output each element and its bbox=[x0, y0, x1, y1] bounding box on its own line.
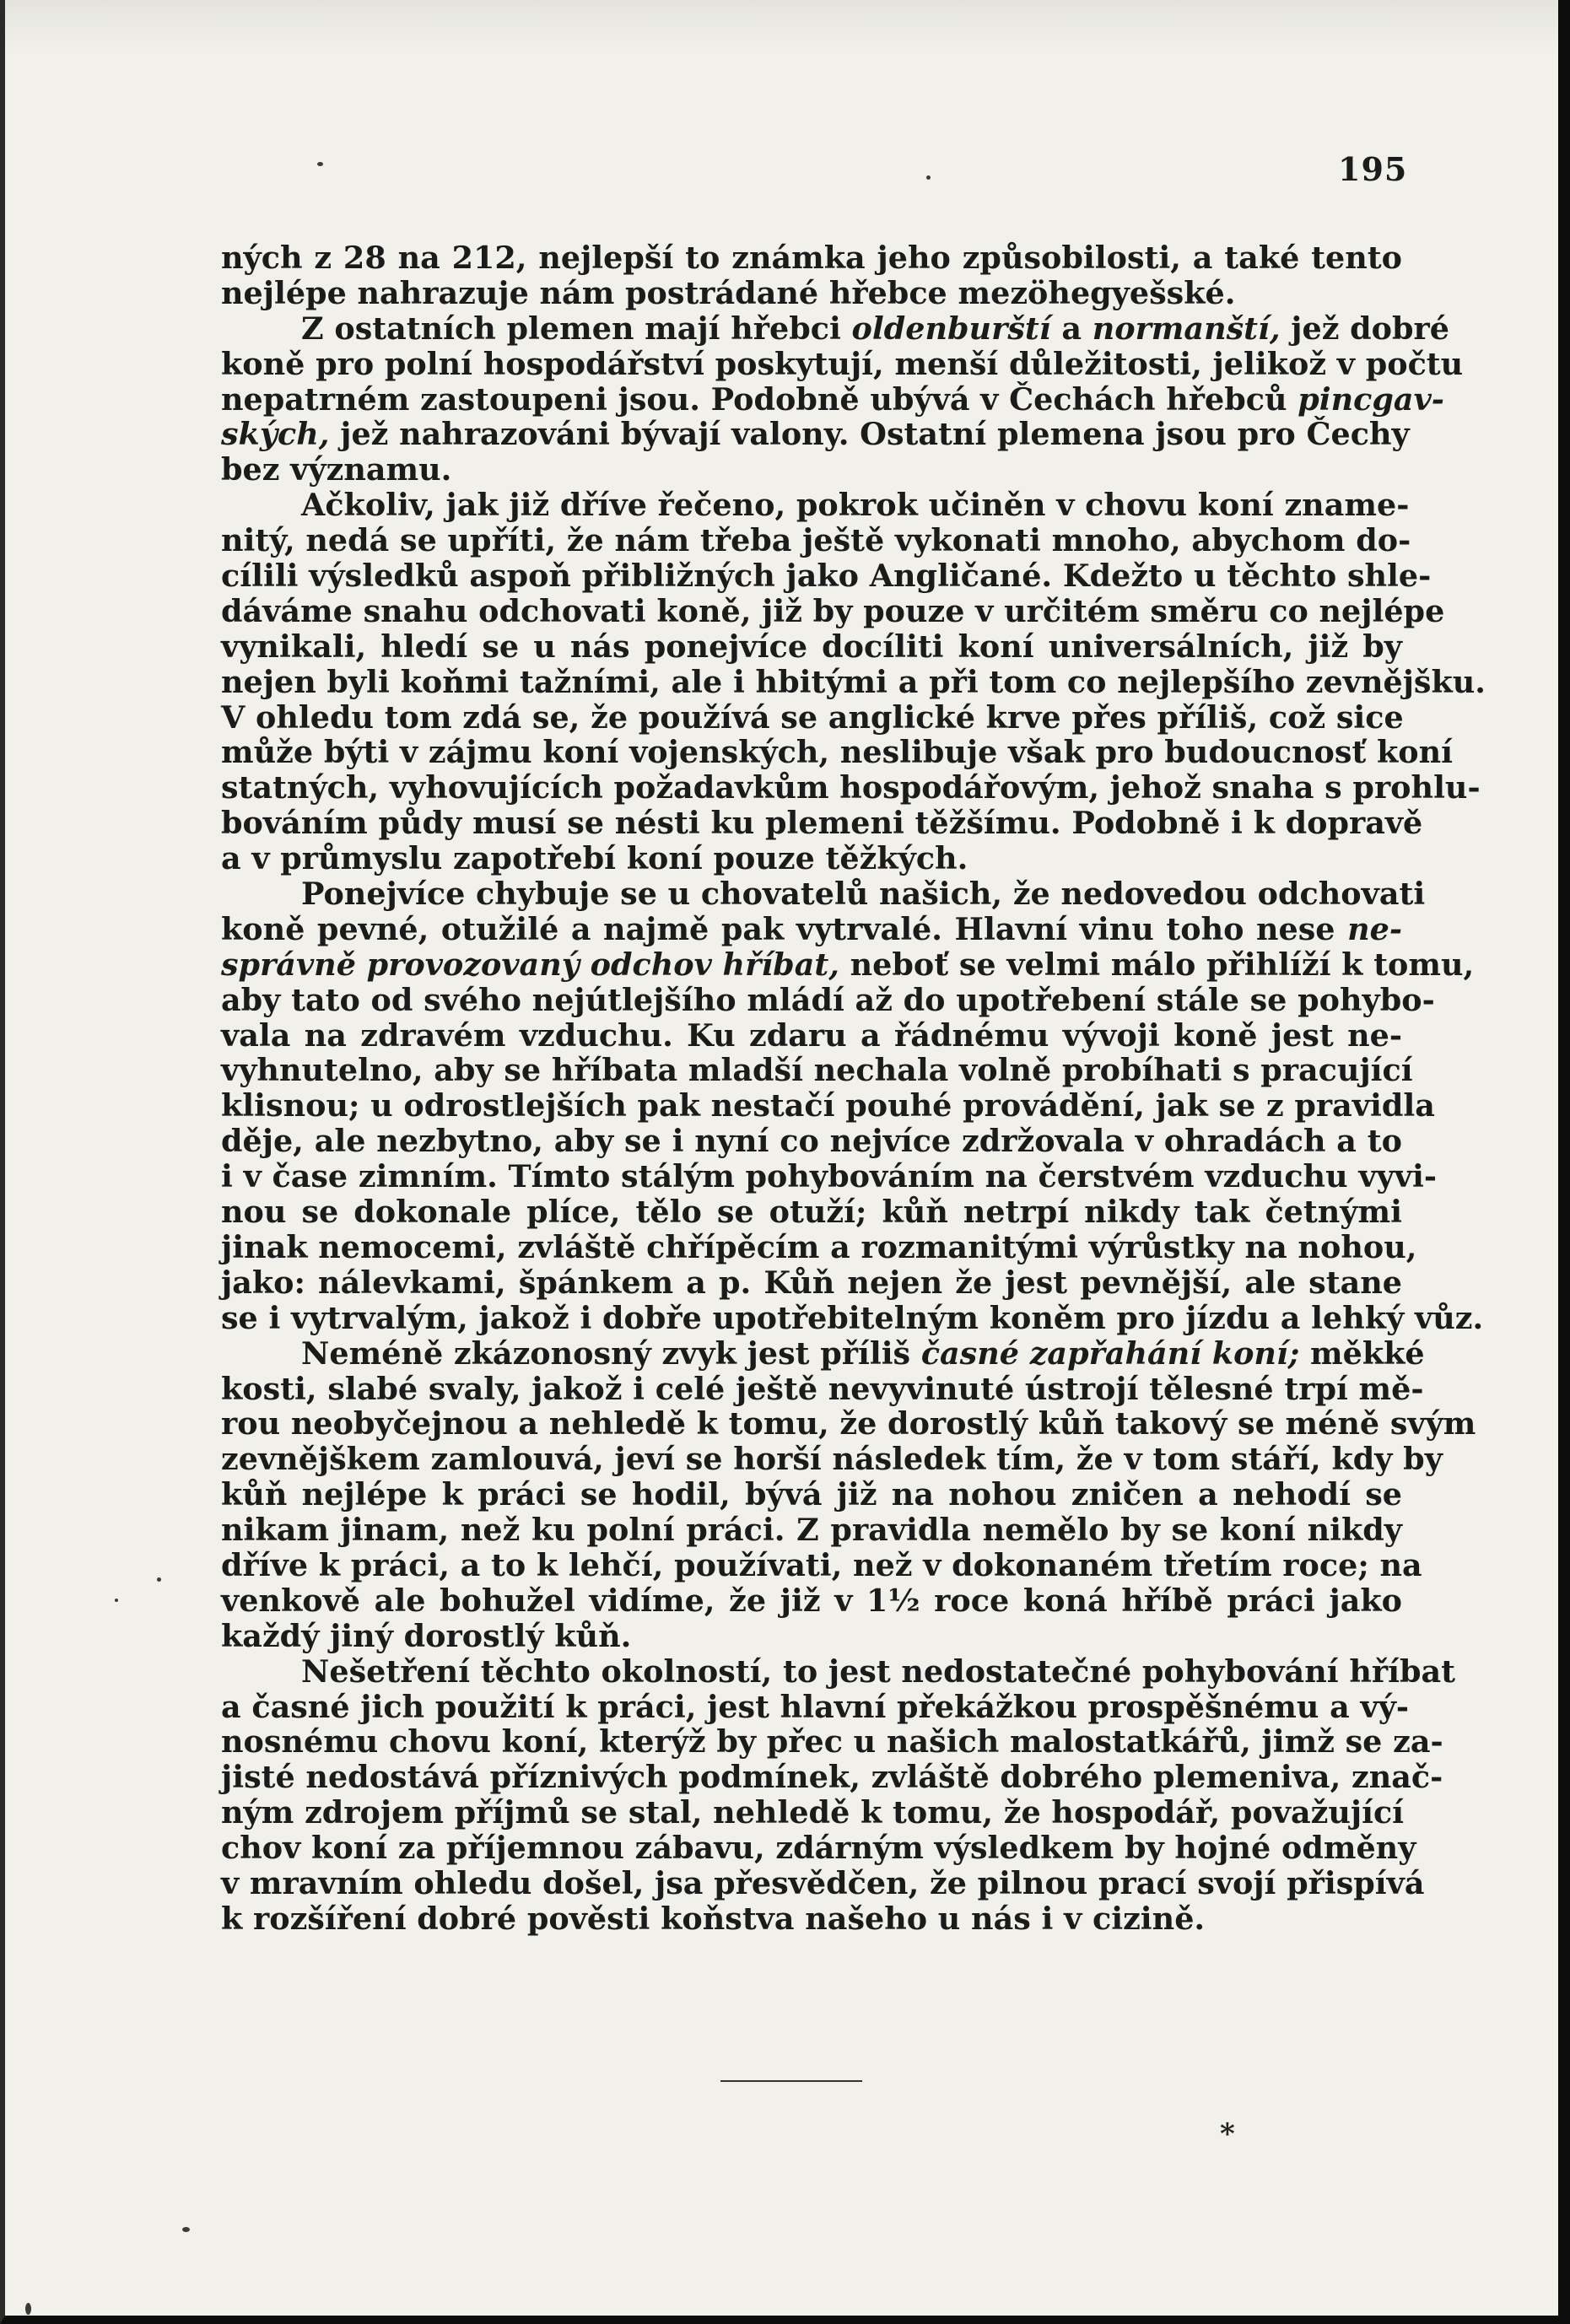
emphasized-text: ne- bbox=[1347, 910, 1402, 947]
asterisk-mark: * bbox=[1220, 2117, 1235, 2151]
page-number: 195 bbox=[1338, 150, 1408, 188]
scan-speck bbox=[25, 2303, 31, 2315]
text-line bbox=[221, 416, 1410, 453]
text-run: jež nahrazováni bývají valony. Ostatní plemena jsou pro Čechy bbox=[329, 416, 1410, 453]
text-line bbox=[221, 380, 1444, 418]
emphasized-text: ských, bbox=[221, 416, 330, 453]
text-line: vynikali, hledí se u nás ponejvíce docíliti koní universálních, již by bbox=[221, 628, 1402, 665]
text-line: a v průmyslu zapotřebí koní pouze těžkých. bbox=[221, 840, 968, 877]
text-line: děje, ale nezbytno, aby se i nyní co nejvíce zdržovala v ohradách a to bbox=[221, 1123, 1402, 1160]
scan-speck bbox=[182, 2227, 190, 2232]
text-run: nepatrném zastoupeni jsou. Podobně ubývá v Čechách hřebců bbox=[221, 380, 1298, 418]
text-line: klisnou; u odrostlejších pak nestačí pouhé provádění, jak se z pravidla bbox=[221, 1087, 1435, 1124]
text-line: cílili výsledků aspoň přibližných jako Angličané. Kdežto u těchto shle- bbox=[221, 558, 1432, 595]
text-line: rou neobyčejnou a nehledě k tomu, že dorostlý kůň takový se méně svým bbox=[221, 1405, 1476, 1442]
text-run: Neméně zkázonosný zvyk jest příliš bbox=[301, 1335, 921, 1372]
text-line: kosti, slabé svaly, jakož i celé ještě nevyvinuté ústrojí tělesné trpí mě- bbox=[221, 1370, 1424, 1407]
text-run: neboť se velmi málo přihlíží k tomu, bbox=[839, 946, 1475, 983]
text-line bbox=[221, 310, 1450, 347]
text-run: měkké bbox=[1299, 1335, 1425, 1372]
text-line: nikam jinam, než ku polní práci. Z pravidla nemělo by se koní nikdy bbox=[221, 1512, 1402, 1549]
text-line: koně pro polní hospodářství poskytují, menší důležitosti, jelikož v počtu bbox=[221, 345, 1464, 382]
text-line: i v čase zimním. Tímto stálým pohybováním na čerstvém vzduchu vyvi- bbox=[221, 1158, 1437, 1195]
text-line: vyhnutelno, aby se hříbata mladší nechala volně probíhati s pracující bbox=[221, 1052, 1413, 1089]
text-line: a časné jich použití k práci, jest hlavní překážkou prospěšnému a vý- bbox=[221, 1688, 1410, 1725]
scan-speck bbox=[157, 1577, 161, 1582]
scan-speck bbox=[115, 1599, 118, 1602]
text-line: ných z 28 na 212, nejlepší to známka jeho způsobilosti, a také tento bbox=[221, 240, 1402, 276]
text-line: nou se dokonale plíce, tělo se otuží; kůň netrpí nikdy tak četnými bbox=[221, 1194, 1402, 1231]
emphasized-text: časné zapřahání koní; bbox=[920, 1335, 1300, 1372]
scan-speck bbox=[317, 162, 323, 166]
text-line bbox=[221, 912, 1402, 947]
emphasized-text: normanští, bbox=[1092, 310, 1281, 347]
scan-speck bbox=[926, 175, 931, 180]
text-line: nejen byli koňmi tažními, ale i hbitými a při tom co nejlepšího zevnějšku. bbox=[221, 663, 1486, 700]
text-line: aby tato od svého nejútlejšího mládí až do upotřebení stále se pohybo- bbox=[221, 981, 1435, 1018]
text-line: zevnějškem zamlouvá, jeví se horší následek tím, že v tom stáří, kdy by bbox=[221, 1441, 1443, 1478]
text-line: každý jiný dorostlý kůň. bbox=[221, 1617, 632, 1654]
text-line: v mravním ohledu došel, jsa přesvědčen, že pilnou prací svojí přispívá bbox=[221, 1864, 1425, 1901]
text-line: jisté nedostává příznivých podmínek, zvláště dobrého plemeniva, znač- bbox=[221, 1759, 1443, 1796]
text-line: Ačkoliv, jak již dříve řečeno, pokrok učiněn v chovu koní zname- bbox=[301, 487, 1410, 524]
text-line: bez významu. bbox=[221, 451, 452, 488]
text-line: venkově ale bohužel vidíme, že již v 1½ roce koná hříbě práci jako bbox=[221, 1582, 1402, 1619]
emphasized-text: oldenburští bbox=[851, 310, 1051, 347]
text-line: jako: nálevkami, špánkem a p. Kůň nejen že jest pevnější, ale stane bbox=[221, 1264, 1402, 1301]
text-line: V ohledu tom zdá se, že používá se anglické krve přes příliš, což sice bbox=[221, 698, 1404, 736]
text-line: Ponejvíce chybuje se u chovatelů našich, že nedovedou odchovati bbox=[301, 876, 1426, 913]
text-line: ným zdrojem příjmů se stal, nehledě k tomu, že hospodář, považující bbox=[221, 1794, 1405, 1831]
emphasized-text: správně provozovaný odchov hříbat, bbox=[221, 946, 839, 983]
text-line: nejlépe nahrazuje nám postrádané hřebce mezöhegyešské. bbox=[221, 274, 1236, 311]
text-line: může býti v zájmu koní vojenských, neslibuje však pro budoucnosť koní bbox=[221, 734, 1453, 771]
text-line: k rozšíření dobré pověsti koňstva našeho u nás i v cizině. bbox=[221, 1900, 1206, 1937]
text-line: Nešetření těchto okolností, to jest nedostatečné pohybování hříbat bbox=[301, 1653, 1455, 1690]
text-line: statných, vyhovujících požadavkům hospodářovým, jehož snaha s prohlu- bbox=[221, 769, 1481, 806]
text-run: Z ostatních plemen mají hřebci bbox=[301, 310, 852, 347]
text-line: se i vytrvalým, jakož i dobře upotřebitelným koněm pro jízdu a lehký vůz. bbox=[221, 1299, 1484, 1336]
text-line bbox=[221, 946, 1475, 983]
text-line: nosnému chovu koní, kterýž by přec u našich malostatkářů, jimž se za- bbox=[221, 1723, 1443, 1761]
text-line: bováním půdy musí se nésti ku plemeni těžšímu. Podobně i k dopravě bbox=[221, 805, 1423, 842]
text-line: vala na zdravém vzduchu. Ku zdaru a řádnému vývoji koně jest ne- bbox=[221, 1016, 1402, 1054]
text-line: nitý, nedá se upříti, že nám třeba ještě vykonati mnoho, abychom do- bbox=[221, 522, 1411, 559]
emphasized-text: pincgav- bbox=[1298, 380, 1444, 418]
section-separator bbox=[720, 2080, 862, 2082]
text-line: dáváme snahu odchovati koně, již by pouze v určitém směru co nejlépe bbox=[221, 592, 1445, 629]
text-line bbox=[221, 1335, 1425, 1372]
text-line: jinak nemocemi, zvláště chřípěcím a rozmanitými výrůstky na nohou, bbox=[221, 1228, 1417, 1265]
text-line: dříve k práci, a to k lehčí, používati, než v dokonaném třetím roce; na bbox=[221, 1546, 1422, 1583]
text-line: kůň nejlépe k práci se hodil, bývá již na nohou zničen a nehodí se bbox=[221, 1476, 1402, 1513]
text-run: jež dobré bbox=[1280, 310, 1450, 347]
text-run: a bbox=[1050, 310, 1093, 347]
text-line: chov koní za příjemnou zábavu, zdárným výsledkem by hojné odměny bbox=[221, 1830, 1416, 1867]
body-text bbox=[221, 240, 1486, 1937]
text-run: koně pevné, otužilé a najmě pak vytrvalé. Hlavní vinu toho nese bbox=[221, 910, 1348, 947]
